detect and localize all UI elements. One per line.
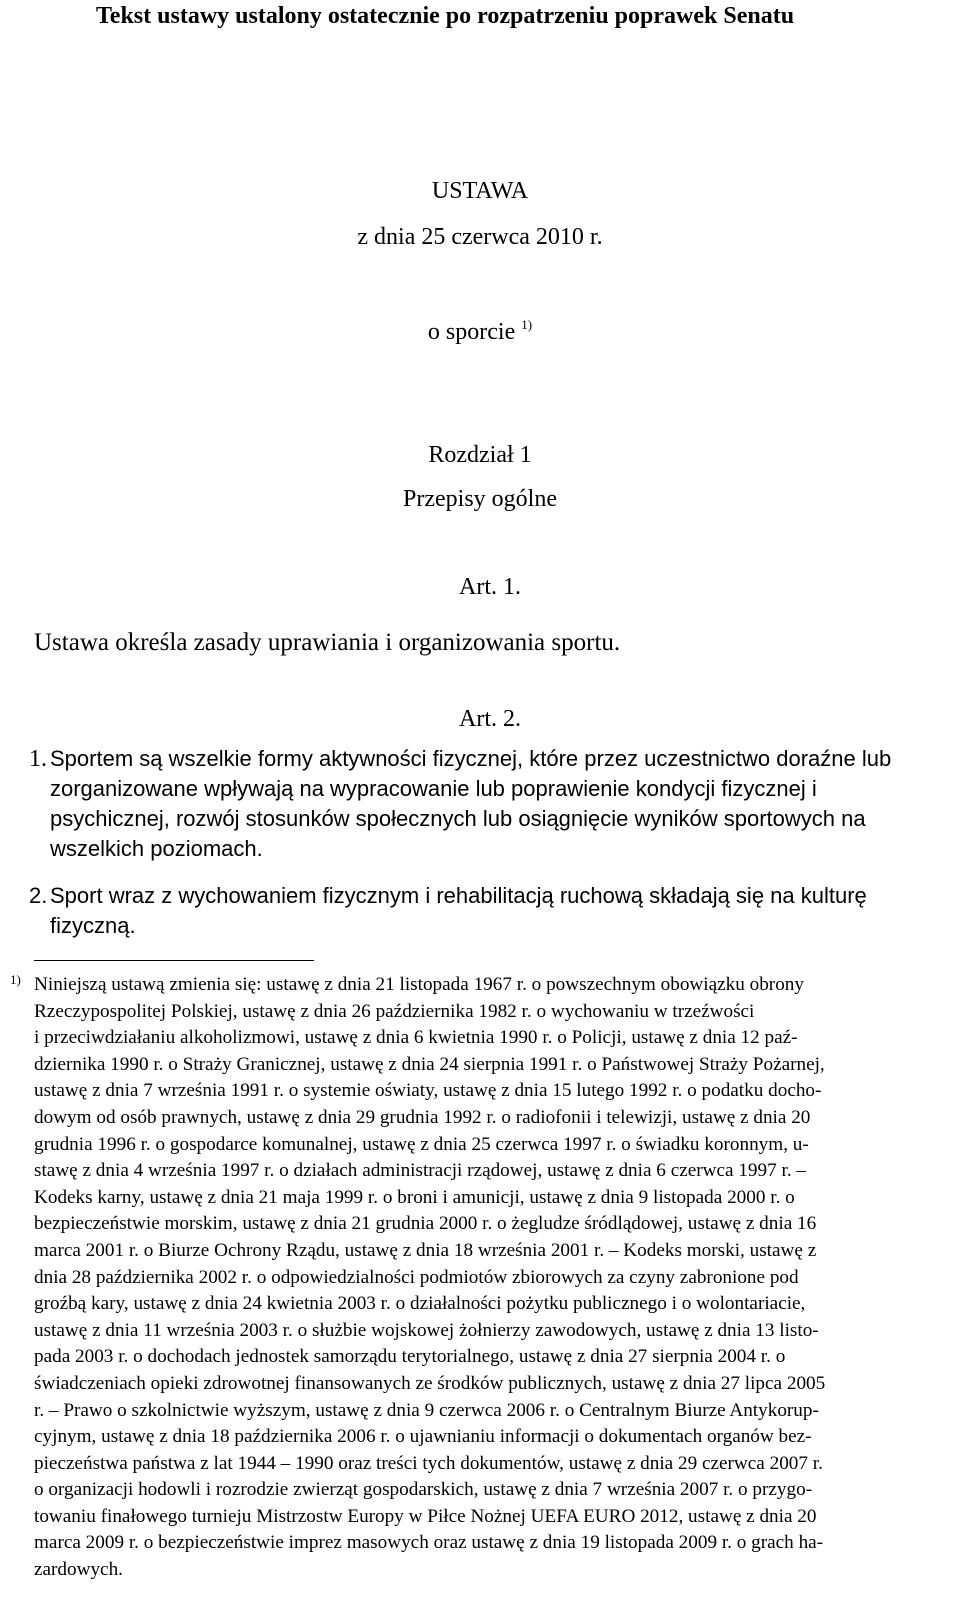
act-subject: o sporcie — [427, 319, 516, 345]
footnote-line: r. – Prawo o szkolnictwie wyższym, ustawę z dnia 9 czerwca 2006 r. o Centralnym Biurze Antykorup- — [34, 1399, 819, 1421]
footnote-line: bezpieczeństwie morskim, ustawę z dnia 21 grudnia 2000 r. o żegludze śródlądowej, ustawę z dnia 16 — [34, 1213, 817, 1235]
footnote-line: Niniejszą ustawą zmienia się: ustawę z dnia 21 listopada 1967 r. o powszechnym obowiązku obrony — [34, 974, 804, 995]
footnote-line: cyjnym, ustawę z dnia 18 października 2006 r. o ujawnianiu informacji o dokumentach organów bez- — [34, 1426, 812, 1448]
footnote-line: ustawę z dnia 7 września 1991 r. o systemie oświaty, ustawę z dnia 15 lutego 1992 r. o podatku docho- — [34, 1080, 822, 1102]
paragraph-number: 1. — [29, 746, 47, 772]
footnote-mark: 1) — [10, 972, 21, 987]
footnote-line: groźbą kary, ustawę z dnia 24 kwietnia 2003 r. o działalności pożytku publicznego i o wolontariacie, — [34, 1293, 806, 1315]
act-subject-line — [0, 310, 960, 347]
footnote-line: zardowych. — [34, 1559, 123, 1581]
footnote-text — [34, 972, 932, 1584]
footnote-line: stawę z dnia 4 września 1997 r. o działach administracji rządowej, ustawę z dnia 6 czerwca 1997 r. – — [34, 1160, 807, 1182]
footnote-line: świadczeniach opieki zdrowotnej finansowanych ze środków publicznych, ustawę z dnia 27 lipca 2005 — [34, 1372, 826, 1394]
footnote-line: dnia 28 października 2002 r. o odpowiedzialności podmiotów zbiorowych za czyny zabronione pod — [34, 1266, 799, 1288]
chapter-title: Przepisy ogólne — [403, 486, 557, 512]
paragraph-number: 2. — [29, 883, 48, 908]
footnote-line: Kodeks karny, ustawę z dnia 21 maja 1999 r. o broni i amunicji, ustawę z dnia 9 listopada 2000 r. o — [34, 1186, 795, 1208]
footnote-line: towaniu finałowego turnieju Mistrzostw Europy w Piłce Nożnej UEFA EURO 2012, ustawę z dnia 20 — [34, 1505, 817, 1527]
footnote-line: dziernika 1990 r. o Straży Granicznej, ustawę z dnia 24 sierpnia 1991 r. o Państwowej Straży Pożarnej, — [34, 1053, 825, 1075]
article-2-label: Art. 2. — [459, 706, 521, 732]
footnote-line: o organizacji hodowli i rozrodzie zwierząt gospodarskich, ustawę z dnia 7 września 2007 r. o przygo- — [34, 1479, 813, 1501]
footnote-reference: 1) — [521, 317, 533, 332]
footnote-line: i przeciwdziałaniu alkoholizmowi, ustawę z dnia 6 kwietnia 1990 r. o Policji, ustawę z dnia 12 paź- — [34, 1027, 798, 1049]
footnote-line: pada 2003 r. o dochodach jednostek samorządu terytorialnego, ustawę z dnia 27 sierpnia 2004 r. o — [34, 1346, 786, 1368]
footnote-line: ustawę z dnia 11 września 2003 r. o służbie wojskowej żołnierzy zawodowych, ustawę z dnia 13 listo- — [34, 1319, 819, 1341]
footnote-line: pieczeństwa państwa z lat 1944 – 1990 oraz treści tych dokumentów, ustawę z dnia 29 czerwca 2007 r. — [34, 1452, 823, 1474]
footnote-line: marca 2009 r. o bezpieczeństwie imprez masowych oraz ustawę z dnia 19 listopada 2009 r. o grach ha- — [34, 1532, 824, 1554]
footnote-line: marca 2001 r. o Biurze Ochrony Rządu, ustawę z dnia 18 września 2001 r. – Kodeks morski, ustawę z — [34, 1239, 817, 1261]
paragraph-text: Sportem są wszelkie formy aktywności fizycznej, które przez uczestnictwo doraźne lub zorganizowane wpływają na wypracowanie lub poprawienie kondycji fizycznej i psychicznej, rozwój stosunków społecznych lub osiągnięcie wyników sportowych na wszelkich poziomach. — [50, 746, 892, 861]
chapter-label: Rozdział 1 — [428, 442, 532, 468]
paragraph-text: Sport wraz z wychowaniem fizycznym i rehabilitacją ruchową składają się na kulturę fizyczną. — [50, 883, 867, 938]
document-header: Tekst ustawy ustalony ostatecznie po rozpatrzeniu poprawek Senatu — [96, 3, 795, 29]
article-1-text: Ustawa określa zasady uprawiania i organizowania sportu. — [34, 629, 621, 656]
footnote-line: Rzeczypospolitej Polskiej, ustawę z dnia 26 października 1982 r. o wychowaniu w trzeźwości — [34, 1000, 755, 1022]
article-2-paragraph-2 — [29, 881, 935, 941]
article-2-paragraph-1 — [29, 744, 935, 864]
footnote-separator — [34, 960, 314, 961]
article-1-label: Art. 1. — [459, 574, 521, 600]
act-kind: USTAWA — [431, 178, 529, 204]
act-date: z dnia 25 czerwca 2010 r. — [357, 224, 603, 250]
footnote-line: grudnia 1996 r. o gospodarce komunalnej, ustawę z dnia 25 czerwca 1997 r. o świadku koronnym, u- — [34, 1133, 809, 1155]
footnote-line: dowym od osób prawnych, ustawę z dnia 29 grudnia 1992 r. o radiofonii i telewizji, ustawę z dnia 20 — [34, 1106, 811, 1128]
